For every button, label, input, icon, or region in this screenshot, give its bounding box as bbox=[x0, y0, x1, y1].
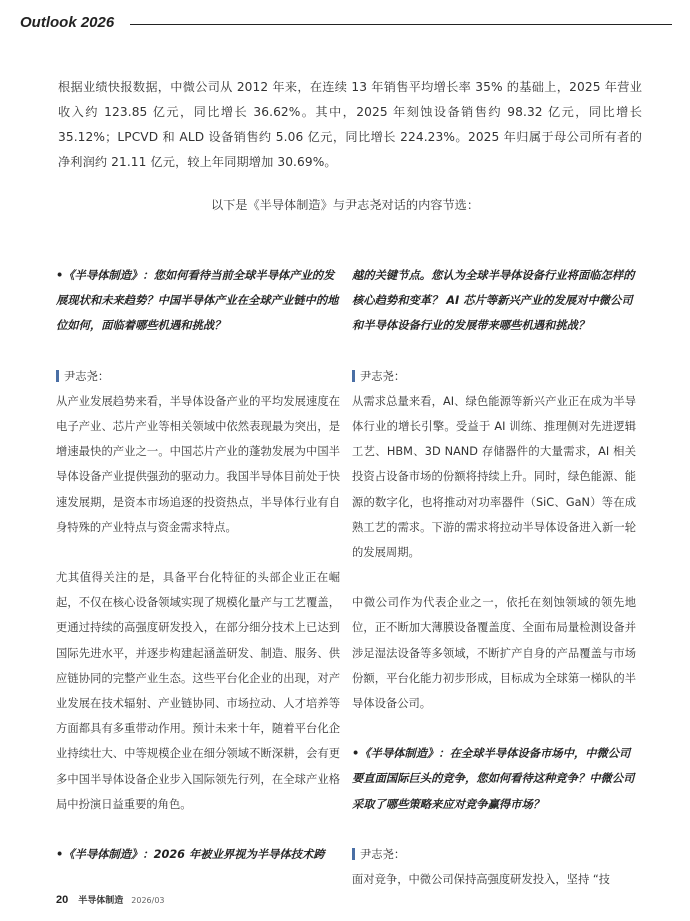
issue-date: 2026/03 bbox=[131, 896, 165, 905]
speaker-name: 尹志尧： bbox=[360, 847, 406, 861]
right-column bbox=[352, 263, 636, 892]
answer-1-paragraph-1: 从产业发展趋势来看，半导体设备产业的平均发展速度在电子产业、芯片产业等相关领域中依然表现最为突出，是增速最快的产业之一。中国芯片产业的蓬勃发展为中国半导体设备产业提供强劲的驱动力。我国半导体目前处于快速发展期，是资本市场追逐的投资热点，半导体行业有自身特殊的产业特点与资金需求特点。 bbox=[56, 394, 340, 534]
question-2-start: •《半导体制造》：2026 年被业界视为半导体技术跨 bbox=[56, 848, 325, 862]
page-header bbox=[0, 12, 690, 36]
speaker-label bbox=[352, 364, 636, 389]
speaker-marker bbox=[352, 370, 355, 382]
question-3: •《半导体制造》：在全球半导体设备市场中，中微公司要直面国际巨头的竞争，您如何看待这种竞争？中微公司采取了哪些策略来应对竞争赢得市场？ bbox=[352, 747, 635, 811]
section-title: Outlook 2026 bbox=[20, 14, 115, 31]
interview-lead: 以下是《半导体制造》与尹志尧对话的内容节选： bbox=[210, 198, 480, 212]
intro-paragraph: 根据业绩快报数据，中微公司从 2012 年来，在连续 13 年销售平均增长率 35% 的基础上，2025 年营业收入约 123.85 亿元，同比增长 36.62%。其中，2025 年刻蚀设备销售约 98.32 亿元，同比增长 35.12%；LPCVD 和 ALD 设备销售约 5.06 亿元，同比增长 224.23%。2025 年归属于母公司所有者的净利润约 21.11 亿元，较上年同期增加 30.69%。 bbox=[58, 80, 642, 169]
answer-3-paragraph-1: 面对竞争，中微公司保持高强度研发投入，坚持 “技 bbox=[352, 873, 610, 887]
page-footer bbox=[56, 893, 165, 906]
answer-2-paragraph-1: 从需求总量来看，AI、绿色能源等新兴产业正在成为半导体行业的增长引擎。受益于 AI 训练、推理侧对先进逻辑工艺、HBM、3D NAND 存储器件的大量需求，AI 相关投资占设备市场的份额将持续上升。同时，绿色能源、能源的数字化，也将推动对功率器件（SiC、GaN）等在成熟工艺的需求。下游的需求将拉动半导体设备进入新一轮的发展周期。 bbox=[352, 394, 636, 560]
speaker-label bbox=[352, 842, 636, 867]
speaker-name: 尹志尧： bbox=[64, 369, 110, 383]
speaker-marker bbox=[352, 848, 355, 860]
question-2-continued: 越的关键节点。您认为全球半导体设备行业将面临怎样的核心趋势和变革？ AI 芯片等新兴产业的发展对中微公司和半导体设备行业的发展带来哪些机遇和挑战？ bbox=[352, 269, 635, 333]
question-1: •《半导体制造》：您如何看待当前全球半导体产业的发展现状和未来趋势？中国半导体产业在全球产业链中的地位如何，面临着哪些机遇和挑战？ bbox=[56, 269, 339, 333]
answer-1-paragraph-2: 尤其值得关注的是，具备平台化特征的头部企业正在崛起，不仅在核心设备领域实现了规模化量产与工艺覆盖，更通过持续的高强度研发投入，在部分细分技术上已达到国际先进水平，并逐步构建起涵盖研发、制造、服务、供应链协同的完整产业生态。这些平台化企业的出现，对产业发展在技术辐射、产业链协同、市场拉动、人才培养等方面都具有多重带动作用。预计未来十年，随着平台化企业持续壮大、中等规模企业在细分领域不断深耕，会有更多中国半导体设备企业步入国际领先行列，在全球产业格局中扮演日益重要的角色。 bbox=[56, 571, 340, 811]
magazine-name: 半导体制造 bbox=[78, 896, 124, 906]
page-number: 20 bbox=[56, 894, 69, 906]
left-column bbox=[56, 263, 340, 867]
speaker-marker bbox=[56, 370, 59, 382]
speaker-label bbox=[56, 364, 340, 389]
header-divider bbox=[130, 24, 672, 25]
answer-2-paragraph-2: 中微公司作为代表企业之一，依托在刻蚀领域的领先地位，正不断加大薄膜设备覆盖度、全面布局量检测设备并涉足湿法设备等多领域，不断扩产自身的产品覆盖与市场份额，平台化能力初步形成，目标成为全球第一梯队的半导体设备公司。 bbox=[352, 596, 636, 711]
speaker-name: 尹志尧： bbox=[360, 369, 406, 383]
